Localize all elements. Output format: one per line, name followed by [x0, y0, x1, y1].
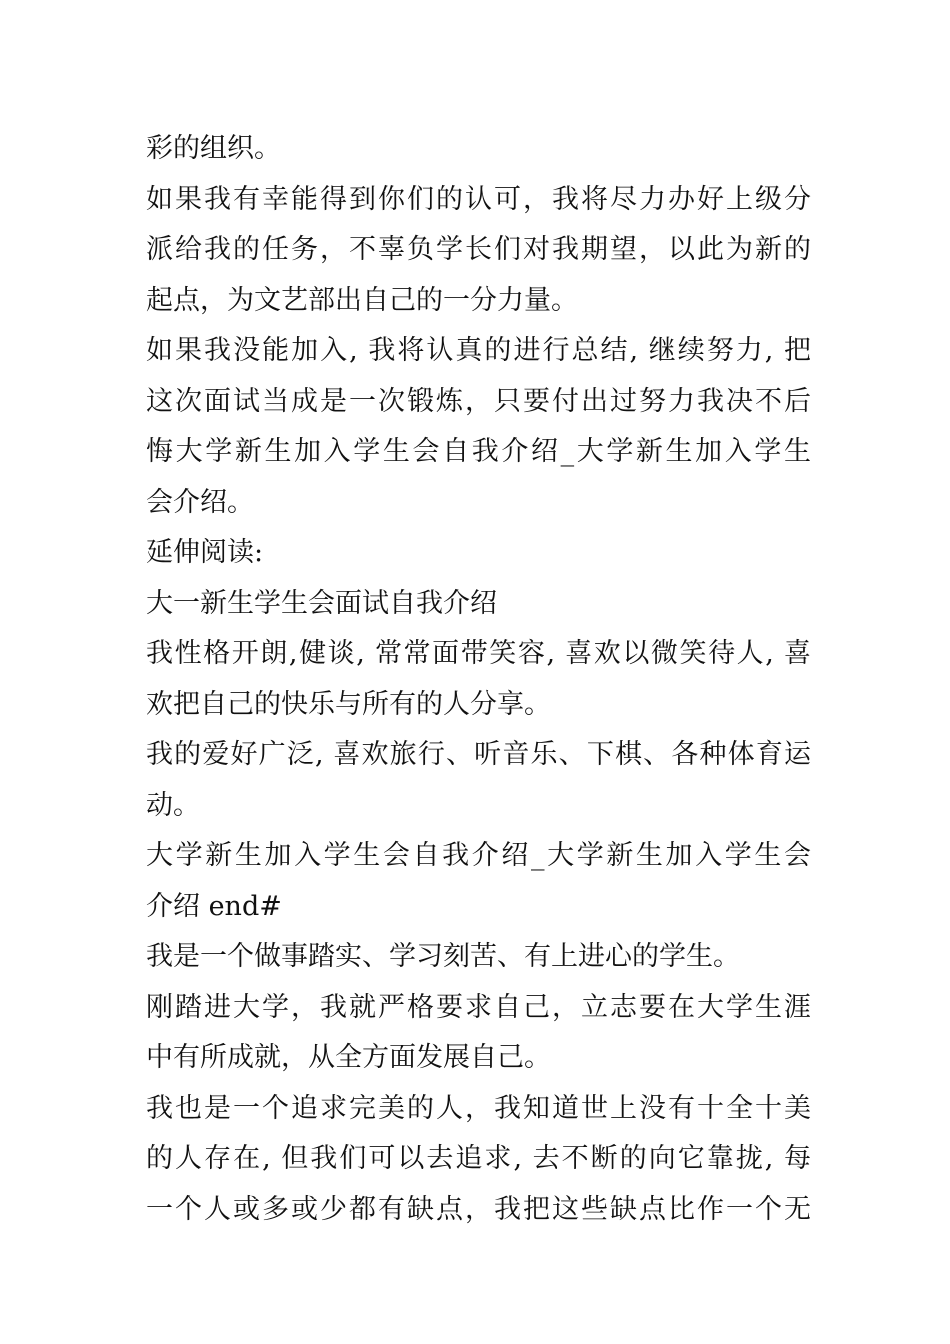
text-line: 我是一个做事踏实、学习刻苦、有上进心的学生。	[146, 941, 740, 972]
text-line: 彩的组织。	[146, 133, 281, 164]
text-line: 派给我的任务，不辜负学长们对我期望，以此为新的	[146, 234, 811, 265]
text-line: 中有所成就，从全方面发展自己。	[146, 1042, 551, 1073]
text-line: 一个人或多或少都有缺点，我把这些缺点比作一个无	[146, 1193, 811, 1225]
text-line: 会介绍。	[146, 486, 254, 518]
text-line: 起点，为文艺部出自己的一分力量。	[146, 284, 578, 316]
text-line: 我的爱好广泛, 喜欢旅行、听音乐、下棋、各种体育运	[146, 739, 811, 770]
text-line: 的人存在, 但我们可以去追求, 去不断的向它靠拢, 每	[146, 1143, 811, 1174]
text-line: 这次面试当成是一次锻炼，只要付出过努力我决不后	[146, 385, 811, 417]
text-line: 悔大学新生加入学生会自我介绍_大学新生加入学生	[146, 436, 811, 467]
text-line: 欢把自己的快乐与所有的人分享。	[146, 688, 551, 720]
text-line: 延伸阅读:	[146, 537, 264, 568]
text-line: 刚踏进大学，我就严格要求自己，立志要在大学生涯	[146, 991, 811, 1023]
text-line: 我也是一个追求完美的人，我知道世上没有十全十美	[146, 1092, 811, 1124]
text-line: 大一新生学生会面试自我介绍	[146, 587, 497, 619]
text-line: 如果我没能加入, 我将认真的进行总结, 继续努力, 把	[146, 335, 811, 366]
text-line: 大学新生加入学生会自我介绍_大学新生加入学生会	[146, 840, 811, 871]
text-line: 动。	[146, 789, 200, 821]
text-line: 如果我有幸能得到你们的认可，我将尽力办好上级分	[146, 183, 811, 215]
text-line: 介绍 end#	[146, 890, 282, 922]
body-text	[146, 124, 811, 1235]
text-line: 我性格开朗,健谈, 常常面带笑容, 喜欢以微笑待人, 喜	[146, 638, 811, 669]
